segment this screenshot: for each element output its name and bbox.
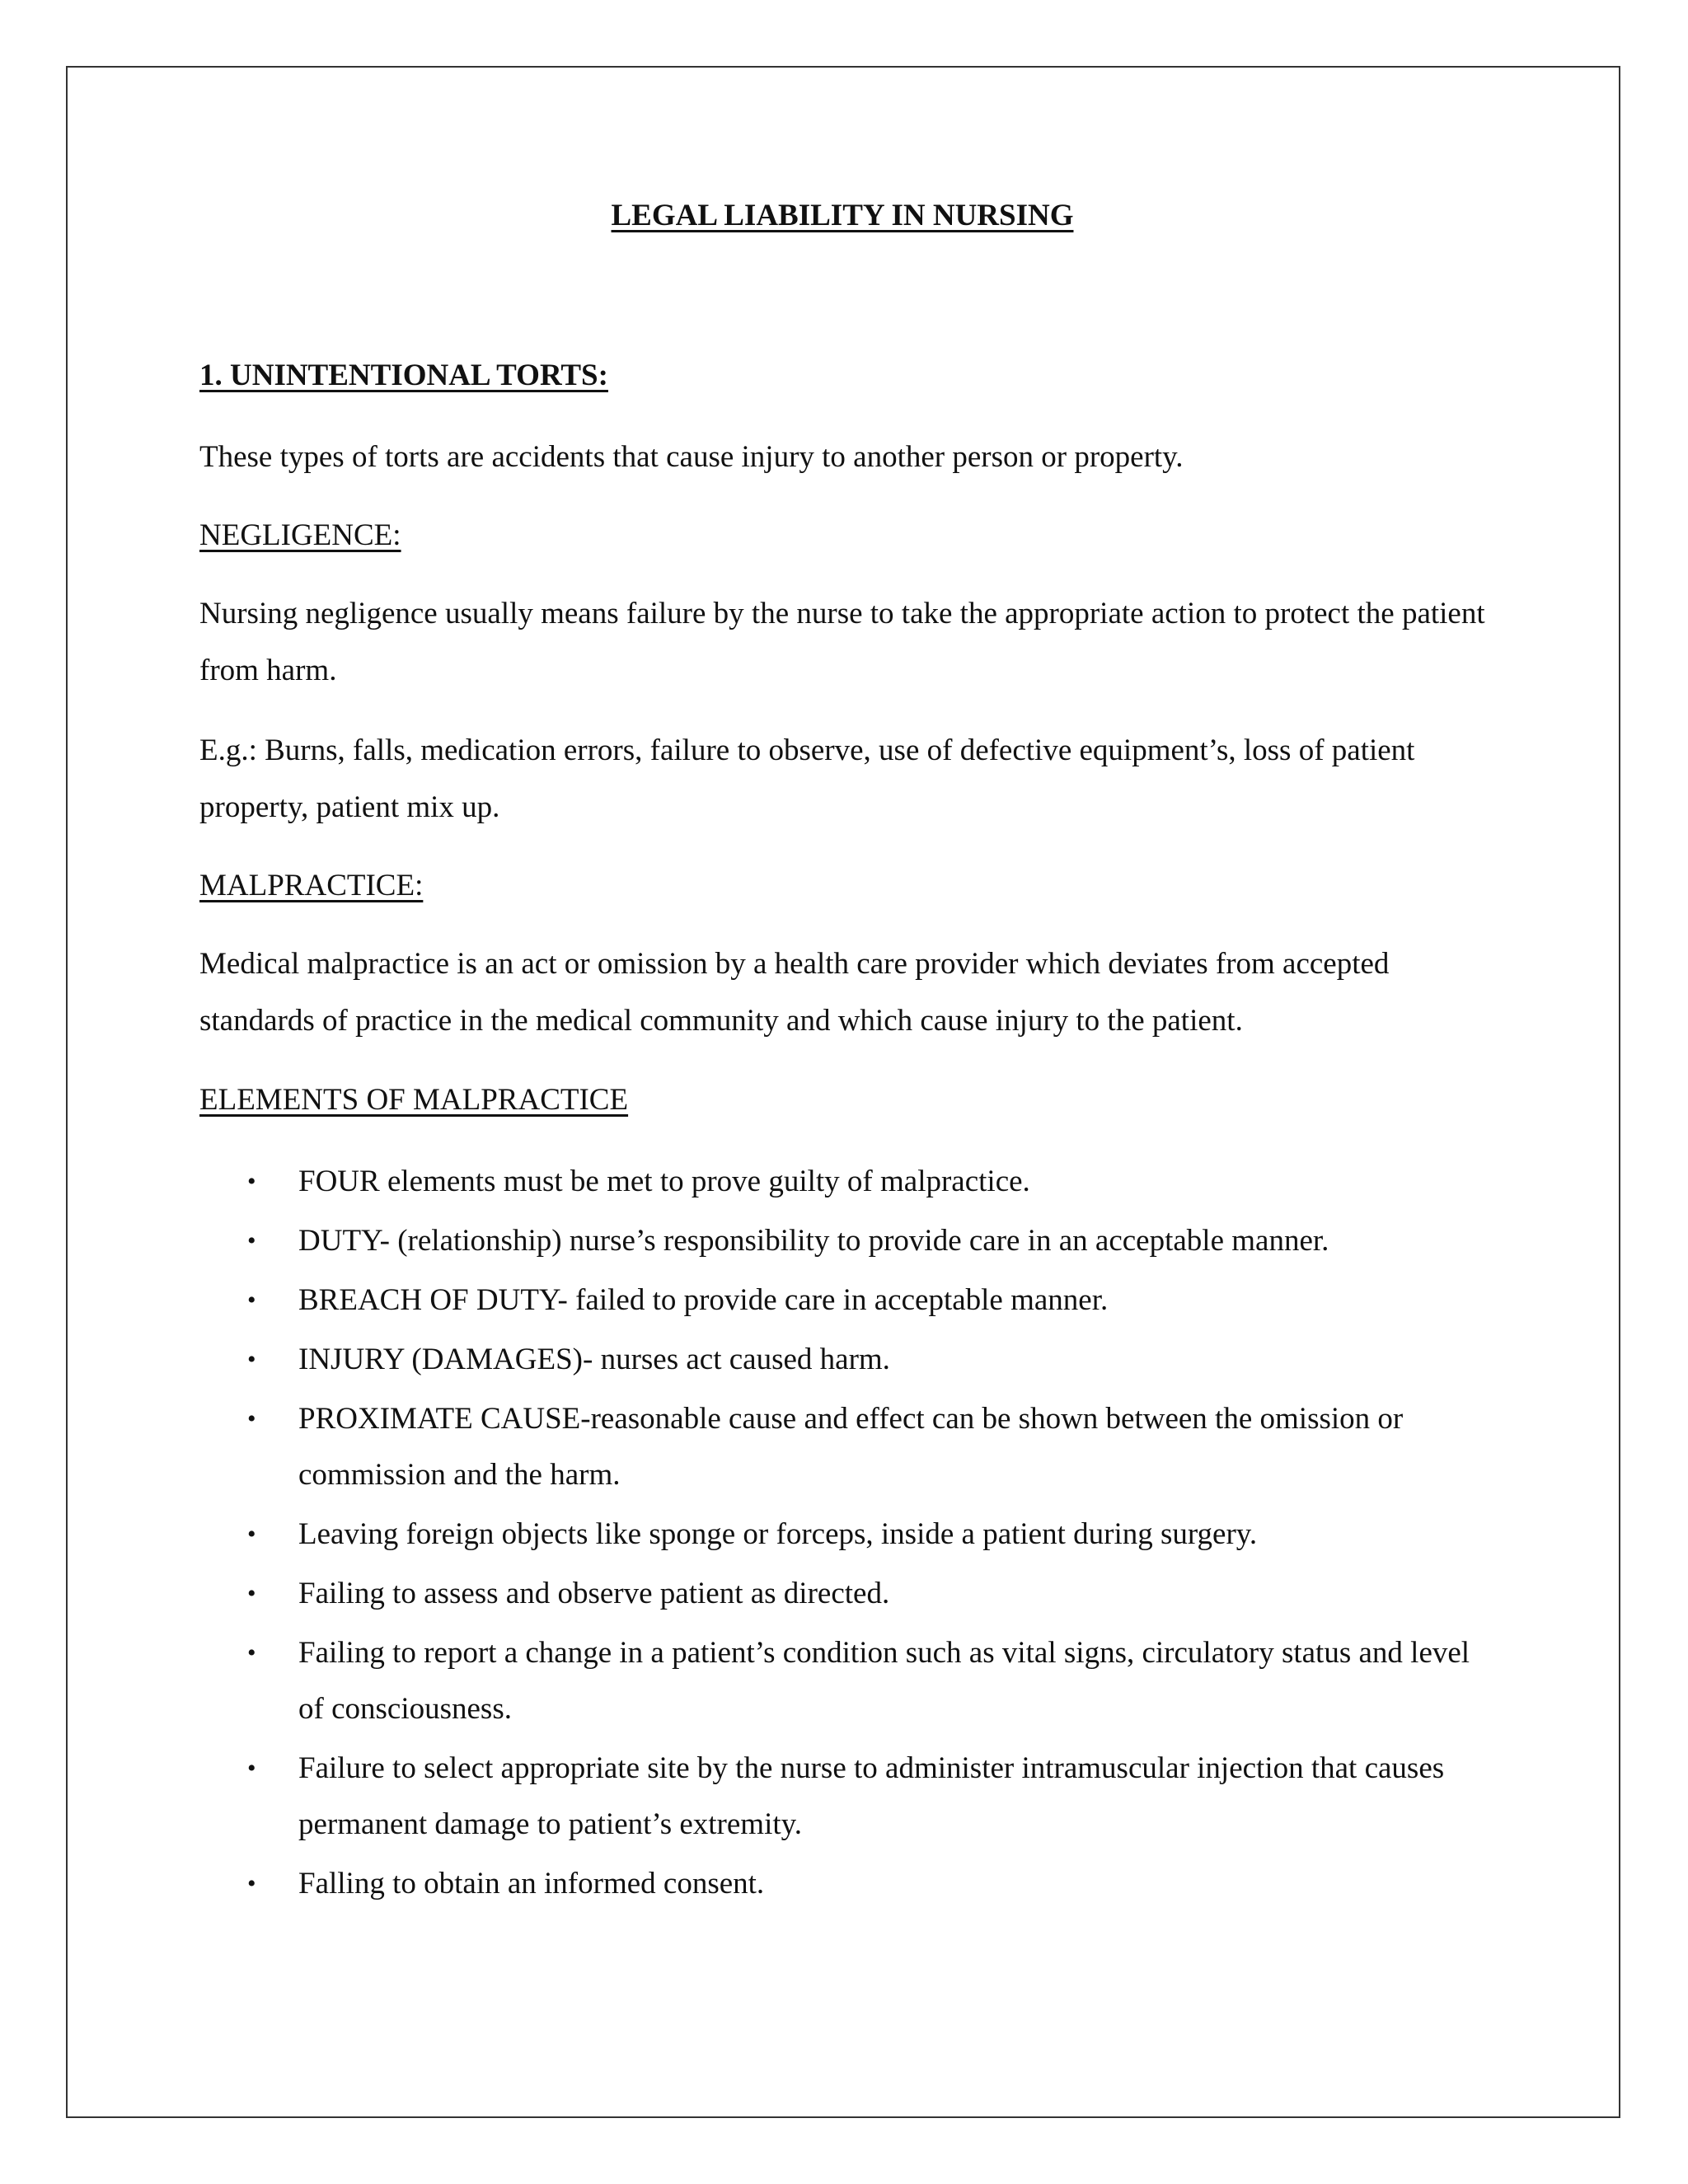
list-item-text: Leaving foreign objects like sponge or forceps, inside a patient during surgery. <box>298 1517 1258 1551</box>
list-item <box>199 1625 1485 1737</box>
list-item <box>199 1272 1485 1329</box>
list-item <box>199 1566 1485 1622</box>
bullet-icon: • <box>247 1521 256 1548</box>
intro-paragraph: These types of torts are accidents that cause injury to another person or property. <box>199 440 1184 474</box>
list-item <box>199 1391 1485 1503</box>
list-item-text: PROXIMATE CAUSE-reasonable cause and effect can be shown between the omission or commission and the harm. <box>298 1402 1404 1492</box>
bullet-icon: • <box>247 1168 256 1195</box>
list-item-text: Falling to obtain an informed consent. <box>298 1867 765 1900</box>
malpractice-heading: MALPRACTICE: <box>199 869 424 902</box>
malpractice-definition: Medical malpractice is an act or omission by a health care provider which deviates from accepted standards of practice in the medical community and which cause injury to the patient. <box>199 947 1390 1038</box>
negligence-definition: Nursing negligence usually means failure by the nurse to take the appropriate action to protect the patient from harm. <box>199 597 1485 687</box>
bullet-icon: • <box>247 1755 256 1782</box>
list-item <box>199 1213 1485 1269</box>
bullet-icon: • <box>247 1639 256 1666</box>
bullet-icon: • <box>247 1286 256 1314</box>
list-item <box>199 1332 1485 1388</box>
negligence-examples: E.g.: Burns, falls, medication errors, failure to observe, use of defective equipment’s, loss of patient property, patient mix up. <box>199 733 1415 824</box>
elements-heading: ELEMENTS OF MALPRACTICE <box>199 1083 629 1117</box>
bullet-icon: • <box>247 1580 256 1607</box>
bullet-icon: • <box>247 1405 256 1432</box>
bullet-icon: • <box>247 1227 256 1254</box>
list-item-text: Failing to report a change in a patient’s condition such as vital signs, circulatory status and level of consciousness. <box>298 1636 1470 1726</box>
list-item-text: Failure to select appropriate site by the nurse to administer intramuscular injection that causes permanent damage to patient’s extremity. <box>298 1751 1445 1841</box>
elements-list <box>199 1154 1485 1915</box>
list-item <box>199 1856 1485 1912</box>
negligence-heading: NEGLIGENCE: <box>199 518 401 552</box>
bullet-icon: • <box>247 1870 256 1897</box>
list-item <box>199 1154 1485 1210</box>
list-item-text: BREACH OF DUTY- failed to provide care in acceptable manner. <box>298 1283 1109 1317</box>
list-item-text: DUTY- (relationship) nurse’s responsibility to provide care in an acceptable manner. <box>298 1224 1329 1258</box>
list-item-text: Failing to assess and observe patient as directed. <box>298 1577 890 1610</box>
bullet-icon: • <box>247 1346 256 1373</box>
list-item <box>199 1507 1485 1563</box>
document-title: LEGAL LIABILITY IN NURSING <box>611 199 1074 232</box>
list-item-text: FOUR elements must be met to prove guilty of malpractice. <box>298 1165 1030 1198</box>
section-heading-unintentional-torts: 1. UNINTENTIONAL TORTS: <box>199 359 608 392</box>
list-item <box>199 1741 1485 1853</box>
list-item-text: INJURY (DAMAGES)- nurses act caused harm. <box>298 1343 890 1376</box>
